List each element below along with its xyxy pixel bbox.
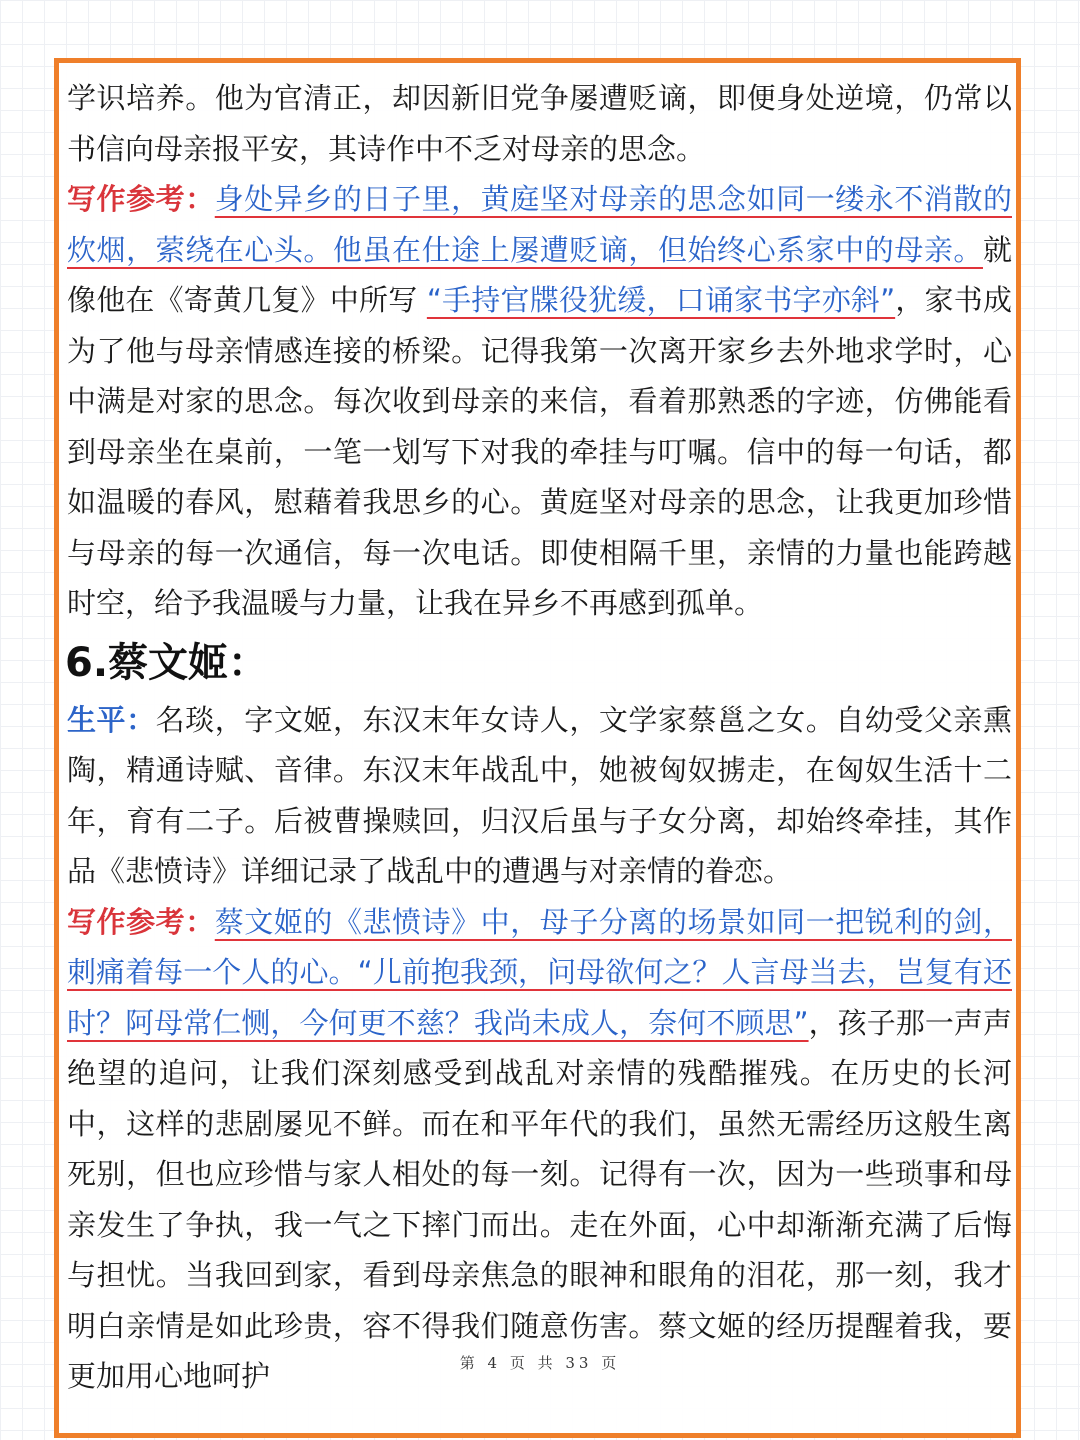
poem-quote: “手持官牒役犹缓，口诵家书字亦斜” [426, 283, 896, 317]
writing-reference-label: 写作参考： [67, 182, 215, 216]
section-heading: 6.蔡文姬： [65, 639, 269, 686]
body-text: 就像他在《寄黄几复》中所写 [67, 232, 1012, 317]
biography-label: 生平： [67, 702, 156, 737]
paragraph-intro [67, 73, 1012, 174]
writing-reference-label: 写作参考： [67, 904, 215, 939]
intro-text: 学识培养。他为官清正，却因新旧党争屡遭贬谪，即便身处逆境，仍常以书信向母亲报平安，其诗作中不乏对母亲的思念。 [67, 81, 1012, 166]
page-frame [54, 58, 1021, 1438]
paragraph-biography [67, 695, 1012, 897]
page-number: 第 4 页 共 33 页 [459, 1354, 621, 1372]
paragraph-writing-reference-huang [67, 174, 1012, 629]
paragraph-writing-reference-cai [67, 897, 1012, 1402]
writing-reference-quote: 身处异乡的日子里，黄庭坚对母亲的思念如同一缕永不消散的炊烟，萦绕在心头。他虽在仕途上屡遭贬谪，但始终心系家中的母亲。 [67, 182, 1012, 267]
body-text: ，孩子那一声声绝望的追问，让我们深刻感受到战乱对亲情的残酷摧残。在历史的长河中，这样的悲剧屡见不鲜。而在和平年代的我们，虽然无需经历这般生离死别，但也应珍惜与家人相处的每一刻。记得有一次，因为一些琐事和母亲发生了争执，我一气之下摔门而出。走在外面，心中却渐渐充满了后悔与担忧。当我回到家，看到母亲焦急的眼神和眼角的泪花，那一刻，我才明白亲情是如此珍贵，容不得我们随意伤害。蔡文姬的经历提醒着我，要更加用心地呵护 [67, 1005, 1012, 1393]
biography-text: 名琰，字文姬，东汉末年女诗人，文学家蔡邕之女。自幼受父亲熏陶，精通诗赋、音律。东汉末年战乱中，她被匈奴掳走，在匈奴生活十二年，育有二子。后被曹操赎回，归汉后虽与子女分离，却始终牵挂，其作品《悲愤诗》详细记录了战乱中的遭遇与对亲情的眷恋。 [67, 702, 1012, 888]
body-text: ，家书成为了他与母亲情感连接的桥梁。记得我第一次离开家乡去外地求学时，心中满是对家的思念。每次收到母亲的来信，看着那熟悉的字迹，仿佛能看到母亲坐在桌前，一笔一划写下对我的牵挂与叮嘱。信中的每一句话，都如温暖的春风，慰藉着我思乡的心。黄庭坚对母亲的思念，让我更加珍惜与母亲的每一次通信，每一次电话。即使相隔千里，亲情的力量也能跨越时空，给予我温暖与力量，让我在异乡不再感到孤单。 [67, 283, 1012, 620]
writing-reference-quote: 蔡文姬的《悲愤诗》中，母子分离的场景如同一把锐利的剑，刺痛着每一个人的心。“儿前抱我颈，问母欲何之？人言母当去，岂复有还时？阿母常仁恻，今何更不慈？我尚未成人，奈何不顾思” [67, 904, 1012, 1040]
page-content [67, 73, 1012, 1402]
